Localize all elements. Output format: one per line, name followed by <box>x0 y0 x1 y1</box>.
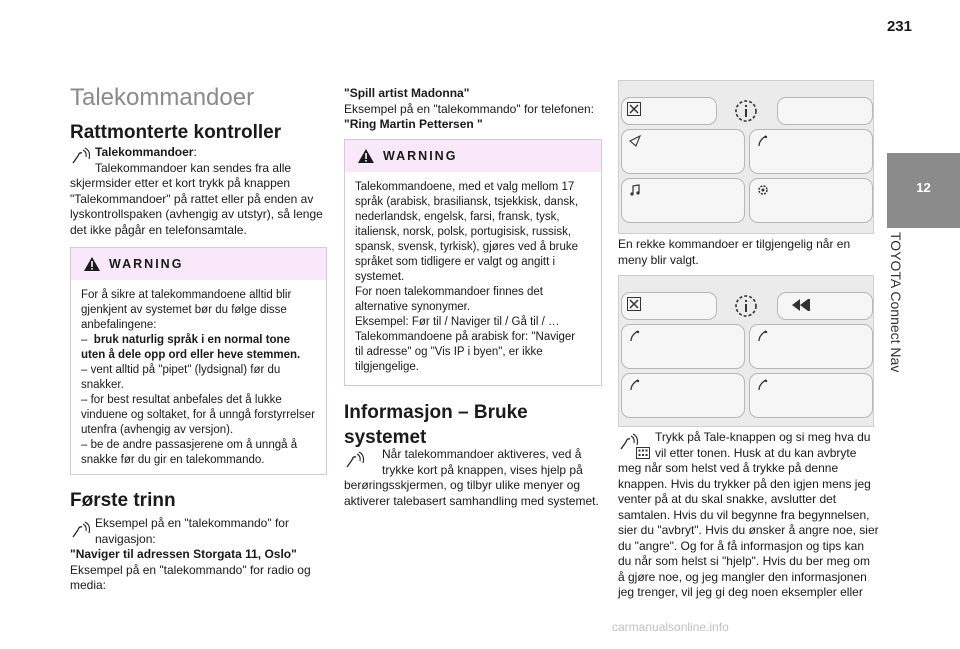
bold-command: "Spill artist Madonna" <box>344 86 470 100</box>
col2-top-text <box>344 86 604 133</box>
bullet-dash: – <box>81 334 94 346</box>
text-line: vinduene og soltaket, for å unngå forstyrrelser <box>81 409 315 421</box>
text-line: Talekommandoene, med et valg mellom 17 <box>355 181 575 193</box>
text-line: å gjøre noe, og jeg mangler den informasjonen <box>618 569 867 584</box>
text-line: En rekke kommandoer er tilgjengelig når en <box>618 237 851 251</box>
phone-icon <box>629 379 641 391</box>
text-line: Eksempel på en "talekommando" for <box>95 516 289 530</box>
text-line: utenfra (avhengig av versjon). <box>81 424 234 436</box>
text-line: alternative synonymer. <box>355 301 471 313</box>
warning-title: WARNING <box>109 257 184 271</box>
text-line: – for best resultat anbefales det å lukke <box>81 394 282 406</box>
text-line: Eksempel på en "talekommando" for radio og <box>70 562 311 577</box>
warning-header <box>71 248 326 280</box>
warning-triangle-icon <box>357 148 375 164</box>
bold-text: bruk naturlig språk i en normal tone <box>93 334 290 346</box>
text-line: italiensk, norsk, polsk, portugisisk, russisk, <box>355 226 572 238</box>
phone-icon <box>629 330 641 342</box>
close-x-icon <box>627 102 641 116</box>
back-icon <box>791 298 811 312</box>
text-line: gjenkjent av systemet bør du følge disse <box>81 304 287 316</box>
text-line: anbefalingene: <box>81 319 157 331</box>
text-line: nederlandsk, engelsk, farsi, fransk, tysk, <box>355 211 560 223</box>
text-line: meny blir valgt. <box>618 252 699 267</box>
watermark: carmanualsonline.info <box>612 620 729 634</box>
text-line: spansk, svensk, tyrkisk), gjøres ved å bruke <box>355 241 579 253</box>
info-first-lines <box>382 447 602 478</box>
info-icon <box>734 99 758 123</box>
intro-paragraph <box>70 176 325 238</box>
text-line: Talekommandoene på arabisk for: "Naviger <box>355 331 576 343</box>
text-line: media: <box>70 578 107 592</box>
nav-arrow-icon <box>629 135 641 147</box>
mic-wave-icon <box>344 451 366 469</box>
heading-forste-trinn: Første trinn <box>70 490 176 511</box>
intro-colon: : <box>193 145 197 159</box>
text-line: trykke kort på knappen, vises hjelp på <box>382 462 583 477</box>
music-note-icon <box>629 184 641 196</box>
warning-title: WARNING <box>383 149 458 163</box>
intro-first-lines <box>95 145 320 176</box>
mic-wave-icon <box>70 147 92 165</box>
heading-informasjon <box>344 400 528 450</box>
text-line: sier du "avbryt". Hvis du ønsker å angre noe, sier <box>618 523 879 537</box>
info-paragraph <box>344 478 606 509</box>
text-line: venter på at du skal snakke, avslutter det <box>618 492 837 506</box>
text-line: navigasjon: <box>95 531 156 546</box>
warning-body <box>71 280 326 476</box>
text-line: jeg trenger, vil jeg gi deg noen eksempler eller <box>618 585 863 599</box>
text-line: Eksempel på en "talekommando" for telefonen: <box>344 101 594 116</box>
heading-line: Informasjon – Bruke <box>344 402 528 423</box>
bold-command: "Ring Martin Pettersen " <box>344 117 483 131</box>
blank-tile[interactable] <box>777 97 873 125</box>
settings-icon <box>757 184 769 196</box>
text-line: berøringsskjermen, og tilbyr ulike menyer og <box>344 478 581 492</box>
text-line: lyskontrollspaken (avhengig av utstyr), så lenge <box>70 207 323 221</box>
page-number: 231 <box>886 18 912 35</box>
text-line: For noen talekommandoer finnes det <box>355 286 543 298</box>
text-line: meg når som helst ved å trykke på denne <box>618 461 839 475</box>
tale-paragraph <box>618 461 880 601</box>
text-line: språket som tidligere er valgt og angitt i <box>355 256 556 268</box>
close-x-icon <box>627 297 641 311</box>
warning-box-1 <box>70 247 327 475</box>
phone-icon <box>757 330 769 342</box>
text-line: – be de andre passasjerene om å unngå å <box>81 439 298 451</box>
text-line: snakke før du gir en talekommando. <box>81 454 265 466</box>
text-line: tilgjengelige. <box>355 361 419 373</box>
text-line: samtalen. Hvis du vil begynne fra begynnelsen, <box>618 507 870 522</box>
screen-illustration-2 <box>618 275 874 427</box>
text-line: snakker. <box>81 379 124 391</box>
text-line: du når som helst si "hjelp". Hvis du ber meg om <box>618 554 870 568</box>
keypad-icon <box>636 447 650 459</box>
screen-caption <box>618 237 872 268</box>
warning-box-2 <box>344 139 602 386</box>
text-line: – vent alltid på "pipet" (lydsignal) før du <box>81 364 281 376</box>
intro-first: Talekommandoer kan sendes fra alle <box>95 160 292 175</box>
info-icon <box>734 294 758 318</box>
example-nav-first <box>95 516 325 547</box>
text-line: Eksempel: Før til / Naviger til / Gå til / … <box>355 316 560 328</box>
heading-rattmonterte: Rattmonterte kontroller <box>70 122 282 143</box>
text-line: systemet. <box>355 271 405 283</box>
text-line: språk (arabisk, brasiliansk, tsjekkisk, dansk, <box>355 196 579 208</box>
intro-label: Talekommandoer <box>95 145 194 159</box>
phone-icon <box>757 379 769 391</box>
mic-wave-icon <box>70 521 92 539</box>
text-line: aktiverer talebasert samhandling med systemet. <box>344 493 599 508</box>
phone-icon <box>757 135 769 147</box>
chapter-title-text: TOYOTA Connect Nav <box>888 232 904 373</box>
page-title: Talekommandoer <box>70 84 255 111</box>
text-line: skjermsider etter et kort trykk på knappen <box>70 176 291 190</box>
example-nav-rest <box>70 547 325 594</box>
text-line: For å sikre at talekommandoene alltid blir <box>81 289 292 301</box>
warning-triangle-icon <box>83 256 101 272</box>
text-line: "Talekommandoer" på rattet eller på enden av <box>70 191 314 206</box>
text-line: Når talekommandoer aktiveres, ved å <box>382 447 582 461</box>
warning-body <box>345 172 601 383</box>
text-line: du "angre". Og for å få informasjon og tips kan <box>618 538 864 553</box>
chapter-tab-number: 12 <box>916 180 931 195</box>
tale-first-lines <box>655 430 875 461</box>
text-line: vil etter tonen. Husk at du kan avbryte <box>655 445 857 460</box>
heading-line: systemet <box>344 427 427 448</box>
warning-header <box>345 140 601 172</box>
bold-text: uten å dele opp ord eller heve stemmen. <box>81 349 301 361</box>
bold-command: "Naviger til adressen Storgata 11, Oslo" <box>70 547 297 561</box>
screen-illustration-1 <box>618 80 874 234</box>
chapter-title-vertical <box>880 232 908 452</box>
text-line: Trykk på Tale-knappen og si meg hva du <box>655 430 871 444</box>
text-line: knappen. Hvis du trykker på den igjen mens jeg <box>618 476 871 491</box>
text-line: til adresse" og "Vis IP i byen", er ikke <box>355 346 543 358</box>
text-line: det ikke pågår en telefonsamtale. <box>70 222 247 237</box>
